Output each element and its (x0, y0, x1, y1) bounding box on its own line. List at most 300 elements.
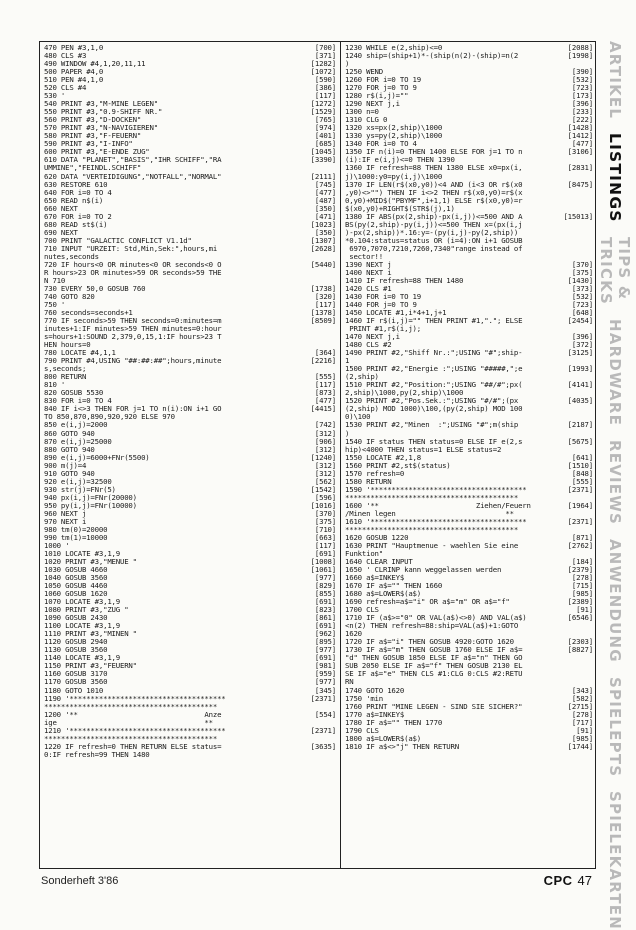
checksum: [895] (314, 638, 336, 647)
checksum: [15013] (563, 212, 593, 221)
checksum: [717] (571, 718, 593, 727)
code-text: 1420 CLS #1 (345, 284, 392, 293)
listing-line (345, 486, 593, 494)
listing-line (345, 510, 593, 518)
code-text: 1780 IF a$="" THEN 1770 (345, 718, 443, 727)
checksum: [1307] (310, 236, 336, 245)
code-text: 1060 GOSUB 1620 (44, 590, 108, 599)
listing-line (44, 646, 336, 654)
checksum (591, 494, 593, 502)
listing-line (345, 550, 593, 558)
code-text: nutes,seconds (44, 252, 99, 261)
code-text: 980 tm(0)=20000 (44, 525, 108, 534)
listing-line (44, 413, 336, 421)
listing-line (345, 590, 593, 598)
checksum: [1964] (567, 501, 593, 510)
checksum (591, 197, 593, 205)
code-text: 1040 GOSUB 3560 (44, 574, 108, 583)
listing-line (345, 108, 593, 116)
code-text: 1300 n=0 (345, 108, 379, 117)
listing-line (345, 421, 593, 429)
checksum: [2088] (567, 44, 593, 52)
code-text: 1260 FOR i=0 TO 19 (345, 76, 421, 85)
checksum: [1008] (310, 558, 336, 566)
checksum: [184] (571, 558, 593, 566)
code-text: 1030 GOSUB 4660 (44, 566, 108, 575)
listing-line (44, 92, 336, 100)
section-sidebar (597, 41, 633, 930)
checksum: [312] (314, 469, 336, 478)
checksum: [1282] (310, 60, 336, 69)
listing-line (345, 92, 593, 100)
sidebar-tab: TIPS & TRICKS (597, 236, 633, 305)
checksum (591, 510, 593, 518)
listing-line (345, 84, 593, 92)
code-text: ) (345, 60, 350, 69)
sidebar-tab: REVIEWS (606, 439, 624, 525)
checksum: [233] (571, 108, 593, 117)
listing-line (44, 197, 336, 205)
code-text: 860 GOTO 940 (44, 429, 95, 438)
listing-line (44, 317, 336, 325)
checksum: [1430] (567, 276, 593, 285)
code-text: 520 CLS #4 (44, 84, 87, 93)
listing-line (44, 285, 336, 293)
code-text: 1 (345, 357, 350, 366)
checksum (334, 703, 336, 711)
checksum: [715] (571, 582, 593, 591)
checksum: [396] (571, 333, 593, 342)
checksum: [1744] (567, 742, 593, 751)
listing-line (44, 269, 336, 277)
listing-line (44, 438, 336, 446)
listing-line (345, 197, 593, 205)
listing-line (44, 68, 336, 76)
listing-line (44, 486, 336, 494)
checksum: [345] (314, 686, 336, 695)
listing-line (345, 140, 593, 148)
listing-line (44, 606, 336, 614)
code-text: 650 READ n$(i) (44, 196, 104, 205)
code-text: 630 RESTORE 610 (44, 180, 108, 189)
listing-line (345, 285, 593, 293)
code-text: 880 GOTO 940 (44, 445, 95, 454)
listing-line (44, 181, 336, 189)
listing-line (44, 454, 336, 462)
checksum: [855] (314, 590, 336, 599)
checksum: [691] (314, 654, 336, 663)
checksum: [5675] (567, 437, 593, 446)
listing-line (345, 542, 593, 550)
listing-line (44, 221, 336, 229)
listing-line (44, 213, 336, 221)
listing-line (44, 52, 336, 60)
checksum: [985] (571, 590, 593, 599)
checksum (334, 253, 336, 261)
checksum: [2371] (310, 694, 336, 703)
listing-line (44, 156, 336, 164)
listing-line (44, 293, 336, 301)
listing-line (345, 614, 593, 622)
sidebar-tab: ARTIKEL (606, 41, 624, 120)
code-text: 2,ship)\1000,py(2,ship)\1000 (345, 389, 464, 398)
listing-line (345, 213, 593, 221)
listing-line (44, 502, 336, 510)
checksum: [312] (314, 445, 336, 454)
code-text: 1280 r$(i,j)="" (345, 92, 409, 101)
checksum: [2371] (567, 517, 593, 526)
listing-line (44, 173, 336, 181)
checksum: [1998] (567, 52, 593, 61)
code-text: $(x0,y0)+RIGHT$(STR$(j),1) (345, 204, 455, 213)
code-text: 1190 '************************************* (44, 694, 226, 703)
checksum: [962] (314, 630, 336, 639)
code-text: 610 DATA "PLANET","BASIS","IHR SCHIFF","RA (44, 156, 222, 165)
code-text: 1340 FOR i=0 TO 4 (345, 140, 417, 149)
listing-line (345, 727, 593, 735)
code-text: 580 PRINT #3,"F-FEUERN" (44, 132, 142, 141)
code-text: (i):IF e(i,j)<=0 THEN 1390 (345, 156, 455, 165)
checksum (334, 325, 336, 333)
listing-line (44, 277, 336, 285)
listing-line (345, 670, 593, 678)
listing-line (44, 301, 336, 309)
code-text: 890 e(i,j)=6000+FNr(5500) (44, 453, 150, 462)
code-text: 600 PRINT #3,"E-ENDE ZUG" (44, 148, 150, 157)
code-text: ***************************************** (44, 702, 218, 711)
checksum: [1240] (310, 453, 336, 462)
checksum: [1023] (310, 220, 336, 229)
code-text: UMMINE","FEINDL.SCHIFF" (44, 164, 142, 173)
checksum (334, 269, 336, 277)
code-text: 1620 GOSUB 1220 (345, 533, 409, 542)
checksum: [117] (314, 381, 336, 390)
listing-line (345, 148, 593, 156)
listing-line (345, 743, 593, 751)
code-text: 940 px(i,j)=FNr(20000) (44, 493, 137, 502)
code-text: 1370 IF LEN(r$(x0,y0))<4 AND (i<3 OR r$(x0 (345, 180, 523, 189)
listing-line (44, 478, 336, 486)
checksum (334, 341, 336, 349)
checksum: [477] (314, 188, 336, 197)
listing-line (44, 550, 336, 558)
code-text: 0)\100 (345, 413, 371, 422)
checksum (591, 253, 593, 261)
code-text: 1160 GOSUB 3170 (44, 670, 108, 679)
listing-line (345, 582, 593, 590)
code-text: 870 e(i,j)=25000 (44, 437, 112, 446)
code-text: 1790 CLS (345, 726, 379, 735)
code-text: SE IF a$="e" THEN CLS #1:CLG 0:CLS #2:RETU (345, 670, 523, 679)
listing-line (44, 678, 336, 686)
checksum: [4141] (567, 381, 593, 390)
checksum (591, 670, 593, 678)
listing-line (345, 124, 593, 132)
code-text: 620 DATA "VERTEIDIGUNG","NOTFALL","NORMAL" (44, 172, 222, 181)
listing-line (345, 357, 593, 365)
sidebar-tab: ANWENDUNG (606, 538, 624, 663)
code-text: 1600 '** Ziehen/Feuern (345, 501, 531, 510)
listing-line (44, 132, 336, 140)
checksum: [4415] (310, 405, 336, 414)
checksum (334, 413, 336, 421)
checksum: [117] (314, 301, 336, 309)
code-text: 700 PRINT "GALACTIC CONFLICT V1.1d" (44, 236, 192, 245)
checksum: [3125] (567, 349, 593, 358)
checksum (591, 654, 593, 662)
listing-line (44, 341, 336, 349)
listing-line (345, 735, 593, 743)
checksum: [375] (314, 517, 336, 526)
listing-line (44, 108, 336, 116)
listing-line (345, 494, 593, 502)
listing-line (44, 189, 336, 197)
checksum: [871] (571, 533, 593, 542)
listing-line (44, 534, 336, 542)
listing-line (345, 502, 593, 510)
listing-line (345, 100, 593, 108)
code-text: "d" THEN GOSUB 1850 ELSE IF a$="n" THEN GO (345, 654, 523, 663)
checksum (591, 430, 593, 438)
code-text: 1410 IF refresh=88 THEN 1480 (345, 276, 464, 285)
listing-line (44, 229, 336, 237)
listing-line (345, 221, 593, 229)
listing-line (345, 349, 593, 357)
code-text: BS(py(2,ship)-py(i,j))<=500 THEN x=(px(i,j (345, 220, 523, 229)
checksum (591, 678, 593, 686)
listing-line (345, 189, 593, 197)
code-text: ige ** (44, 718, 213, 727)
checksum: [861] (314, 614, 336, 623)
checksum: [1428] (567, 124, 593, 133)
listing-line (44, 309, 336, 317)
checksum: [562] (314, 477, 336, 486)
checksum (591, 221, 593, 229)
code-text: 1390 NEXT j (345, 260, 392, 269)
code-text: 1480 CLS #2 (345, 341, 392, 350)
checksum: [343] (571, 686, 593, 695)
listing-line (345, 261, 593, 269)
code-text: 1460 IF r$(i,j)="" THEN PRINT #1,"."; ELSE (345, 317, 523, 326)
code-text: 1290 NEXT j,i (345, 100, 400, 109)
code-text: 1680 a$=LOWER$(a$) (345, 590, 421, 599)
listing-line (345, 678, 593, 686)
code-text: 1760 PRINT "MINE LEGEN - SIND SIE SICHER?" (345, 702, 523, 711)
code-text: 1500 PRINT #2,"Energie :";USING "#####,";e (345, 365, 523, 374)
checksum: [3390] (310, 156, 336, 165)
listing-line (345, 365, 593, 373)
checksum (591, 325, 593, 333)
listing-line (44, 598, 336, 606)
code-text: 1350 IF n(i)=0 THEN 1400 ELSE FOR j=1 TO n (345, 148, 523, 157)
code-text: 1150 PRINT #3,"FEUERN" (44, 662, 137, 671)
code-text: 1180 GOTO 1010 (44, 686, 104, 695)
checksum: [1378] (310, 309, 336, 318)
code-text: 690 NEXT (44, 228, 78, 237)
code-text: *0.104:status=status OR (i=4):ON i+1 GOSUB (345, 236, 523, 245)
listing-line (345, 518, 593, 526)
checksum: [5440] (310, 260, 336, 269)
checksum: [4035] (567, 397, 593, 406)
listing-line (44, 582, 336, 590)
listing-line (345, 229, 593, 237)
checksum: [596] (314, 493, 336, 502)
checksum: [532] (571, 292, 593, 301)
checksum: [648] (571, 309, 593, 318)
code-text: 1590 '************************************* (345, 485, 527, 494)
code-text: 1240 ship=(ship+1)*-(ship(n(2)-(ship)=n(2 (345, 52, 519, 61)
code-text: 1000 ' (44, 541, 70, 550)
checksum: [2187] (567, 421, 593, 430)
listing-line (44, 349, 336, 357)
code-text: 920 e(i,j)=32500 (44, 477, 112, 486)
checksum (591, 630, 593, 638)
listing-line (44, 518, 336, 526)
code-text: 970 NEXT i (44, 517, 87, 526)
code-text: 1200 '** Anze (44, 710, 222, 719)
listing-line (44, 116, 336, 124)
code-text: 820 GOSUB 5530 (44, 389, 104, 398)
listing-line (44, 735, 336, 743)
checksum: [765] (314, 116, 336, 125)
code-text: 1670 IF a$="" THEN 1660 (345, 582, 443, 591)
code-text: 1710 IF (a$>="0" OR VAL(a$)<>0) AND VAL(a$) (345, 614, 527, 623)
page-number: 47 (577, 873, 592, 888)
checksum: [370] (571, 260, 593, 269)
code-text: 750 ' (44, 301, 66, 309)
code-text: 1430 FOR i=0 TO 19 (345, 292, 421, 301)
listing-line (345, 446, 593, 454)
checksum: [906] (314, 437, 336, 446)
listing-line (345, 325, 593, 333)
checksum: [641] (571, 453, 593, 462)
checksum: [723] (571, 84, 593, 93)
listing-line (44, 542, 336, 550)
listing-line (44, 727, 336, 735)
checksum (334, 164, 336, 172)
listing-line (44, 630, 336, 638)
code-text: ) (345, 429, 350, 438)
listing-line (44, 237, 336, 245)
checksum: [873] (314, 389, 336, 398)
checksum: [3635] (310, 742, 336, 751)
code-text: 960 NEXT j (44, 509, 87, 518)
checksum: [1045] (310, 148, 336, 157)
checksum (591, 245, 593, 253)
checksum: [554] (314, 710, 336, 719)
code-text: 0,y0)+MID$("PBYMF",i+1,1) ELSE r$(x0,y0)=r (345, 196, 523, 205)
code-text: 1550 LOCATE #2,1,8 (345, 453, 421, 462)
listing-line (44, 397, 336, 405)
code-text: Funktion" (345, 549, 383, 558)
listing-column-right (345, 44, 593, 751)
checksum: [977] (314, 646, 336, 655)
checksum: [700] (314, 44, 336, 52)
code-text: 1130 GOSUB 3560 (44, 646, 108, 655)
listing-line (345, 116, 593, 124)
issue-label: Sonderheft 3'86 (41, 875, 119, 887)
checksum: [2111] (310, 172, 336, 181)
checksum (591, 389, 593, 397)
listing-line (44, 373, 336, 381)
listing-line (345, 711, 593, 719)
code-text: 1050 GOSUB 4460 (44, 582, 108, 591)
code-text: 1380 IF ABS(px(2,ship)-px(i,j))<=500 AND A (345, 212, 523, 221)
checksum: [487] (314, 196, 336, 205)
code-text: 1570 refresh=0 (345, 469, 405, 478)
listing-line (345, 156, 593, 164)
code-text: 670 FOR i=0 TO 2 (44, 212, 112, 221)
listing-line (44, 261, 336, 269)
code-text: 540 PRINT #3,"M-MINE LEGEN" (44, 100, 158, 109)
code-text: 1330 ys=py(2,ship)\1000 (345, 132, 443, 141)
listing-line (345, 470, 593, 478)
listing-column-left (44, 44, 336, 759)
code-text: 1720 IF a$="i" THEN GOSUB 4920:GOTO 1620 (345, 638, 514, 647)
checksum: [691] (314, 549, 336, 558)
code-text: 1210 '************************************* (44, 726, 226, 735)
listing-line (44, 325, 336, 333)
code-text: 1700 CLS (345, 606, 379, 615)
checksum: [8475] (567, 180, 593, 189)
listing-line (345, 687, 593, 695)
checksum: [691] (314, 598, 336, 607)
code-text: 780 LOCATE #4,1,1 (44, 349, 116, 358)
checksum (591, 189, 593, 197)
listing-line (44, 590, 336, 598)
code-text: 470 PEN #3,1,0 (44, 44, 104, 52)
checksum: [350] (314, 228, 336, 237)
listing-line (44, 253, 336, 261)
listing-line (345, 606, 593, 614)
listing-line (44, 558, 336, 566)
checksum: [2216] (310, 357, 336, 366)
listing-line (44, 695, 336, 703)
code-text: 850 e(i,j)=2000 (44, 421, 108, 430)
code-text: 840 IF i<>3 THEN FOR j=1 TO n(i):ON i+1 GO (44, 405, 222, 414)
listing-line (44, 494, 336, 502)
listing-line (44, 446, 336, 454)
checksum: [823] (314, 606, 336, 615)
code-text: 1580 RETURN (345, 477, 392, 486)
checksum: [222] (571, 116, 593, 125)
listing-line (44, 76, 336, 84)
code-text: 1100 LOCATE #3,1,9 (44, 622, 120, 631)
listing-line (44, 365, 336, 373)
checksum: [117] (314, 541, 336, 550)
checksum (334, 333, 336, 341)
checksum: [3106] (567, 148, 593, 157)
listing-line (345, 245, 593, 253)
listing-line (44, 638, 336, 646)
code-text: )-px(2,ship))*.16:y=-(py(i,j)-py(2,ship)) (345, 228, 519, 237)
listing-line (44, 462, 336, 470)
listing-line (44, 148, 336, 156)
code-text: TO 850,870,890,920,920 ELSE 970 (44, 413, 175, 422)
checksum: [582] (571, 694, 593, 703)
checksum: [320] (314, 292, 336, 301)
checksum (591, 413, 593, 421)
listing-line (345, 269, 593, 277)
listing-line (44, 510, 336, 518)
listing-line (345, 52, 593, 60)
code-text: 1270 FOR j=0 TO 9 (345, 84, 417, 93)
checksum (591, 229, 593, 237)
code-text: 1360 IF refresh=88 THEN 1380 ELSE x0=px(i, (345, 164, 523, 173)
code-text: 1750 'min (345, 694, 383, 703)
checksum: [848] (571, 469, 593, 478)
code-text: /Minen legen ** (345, 509, 514, 518)
